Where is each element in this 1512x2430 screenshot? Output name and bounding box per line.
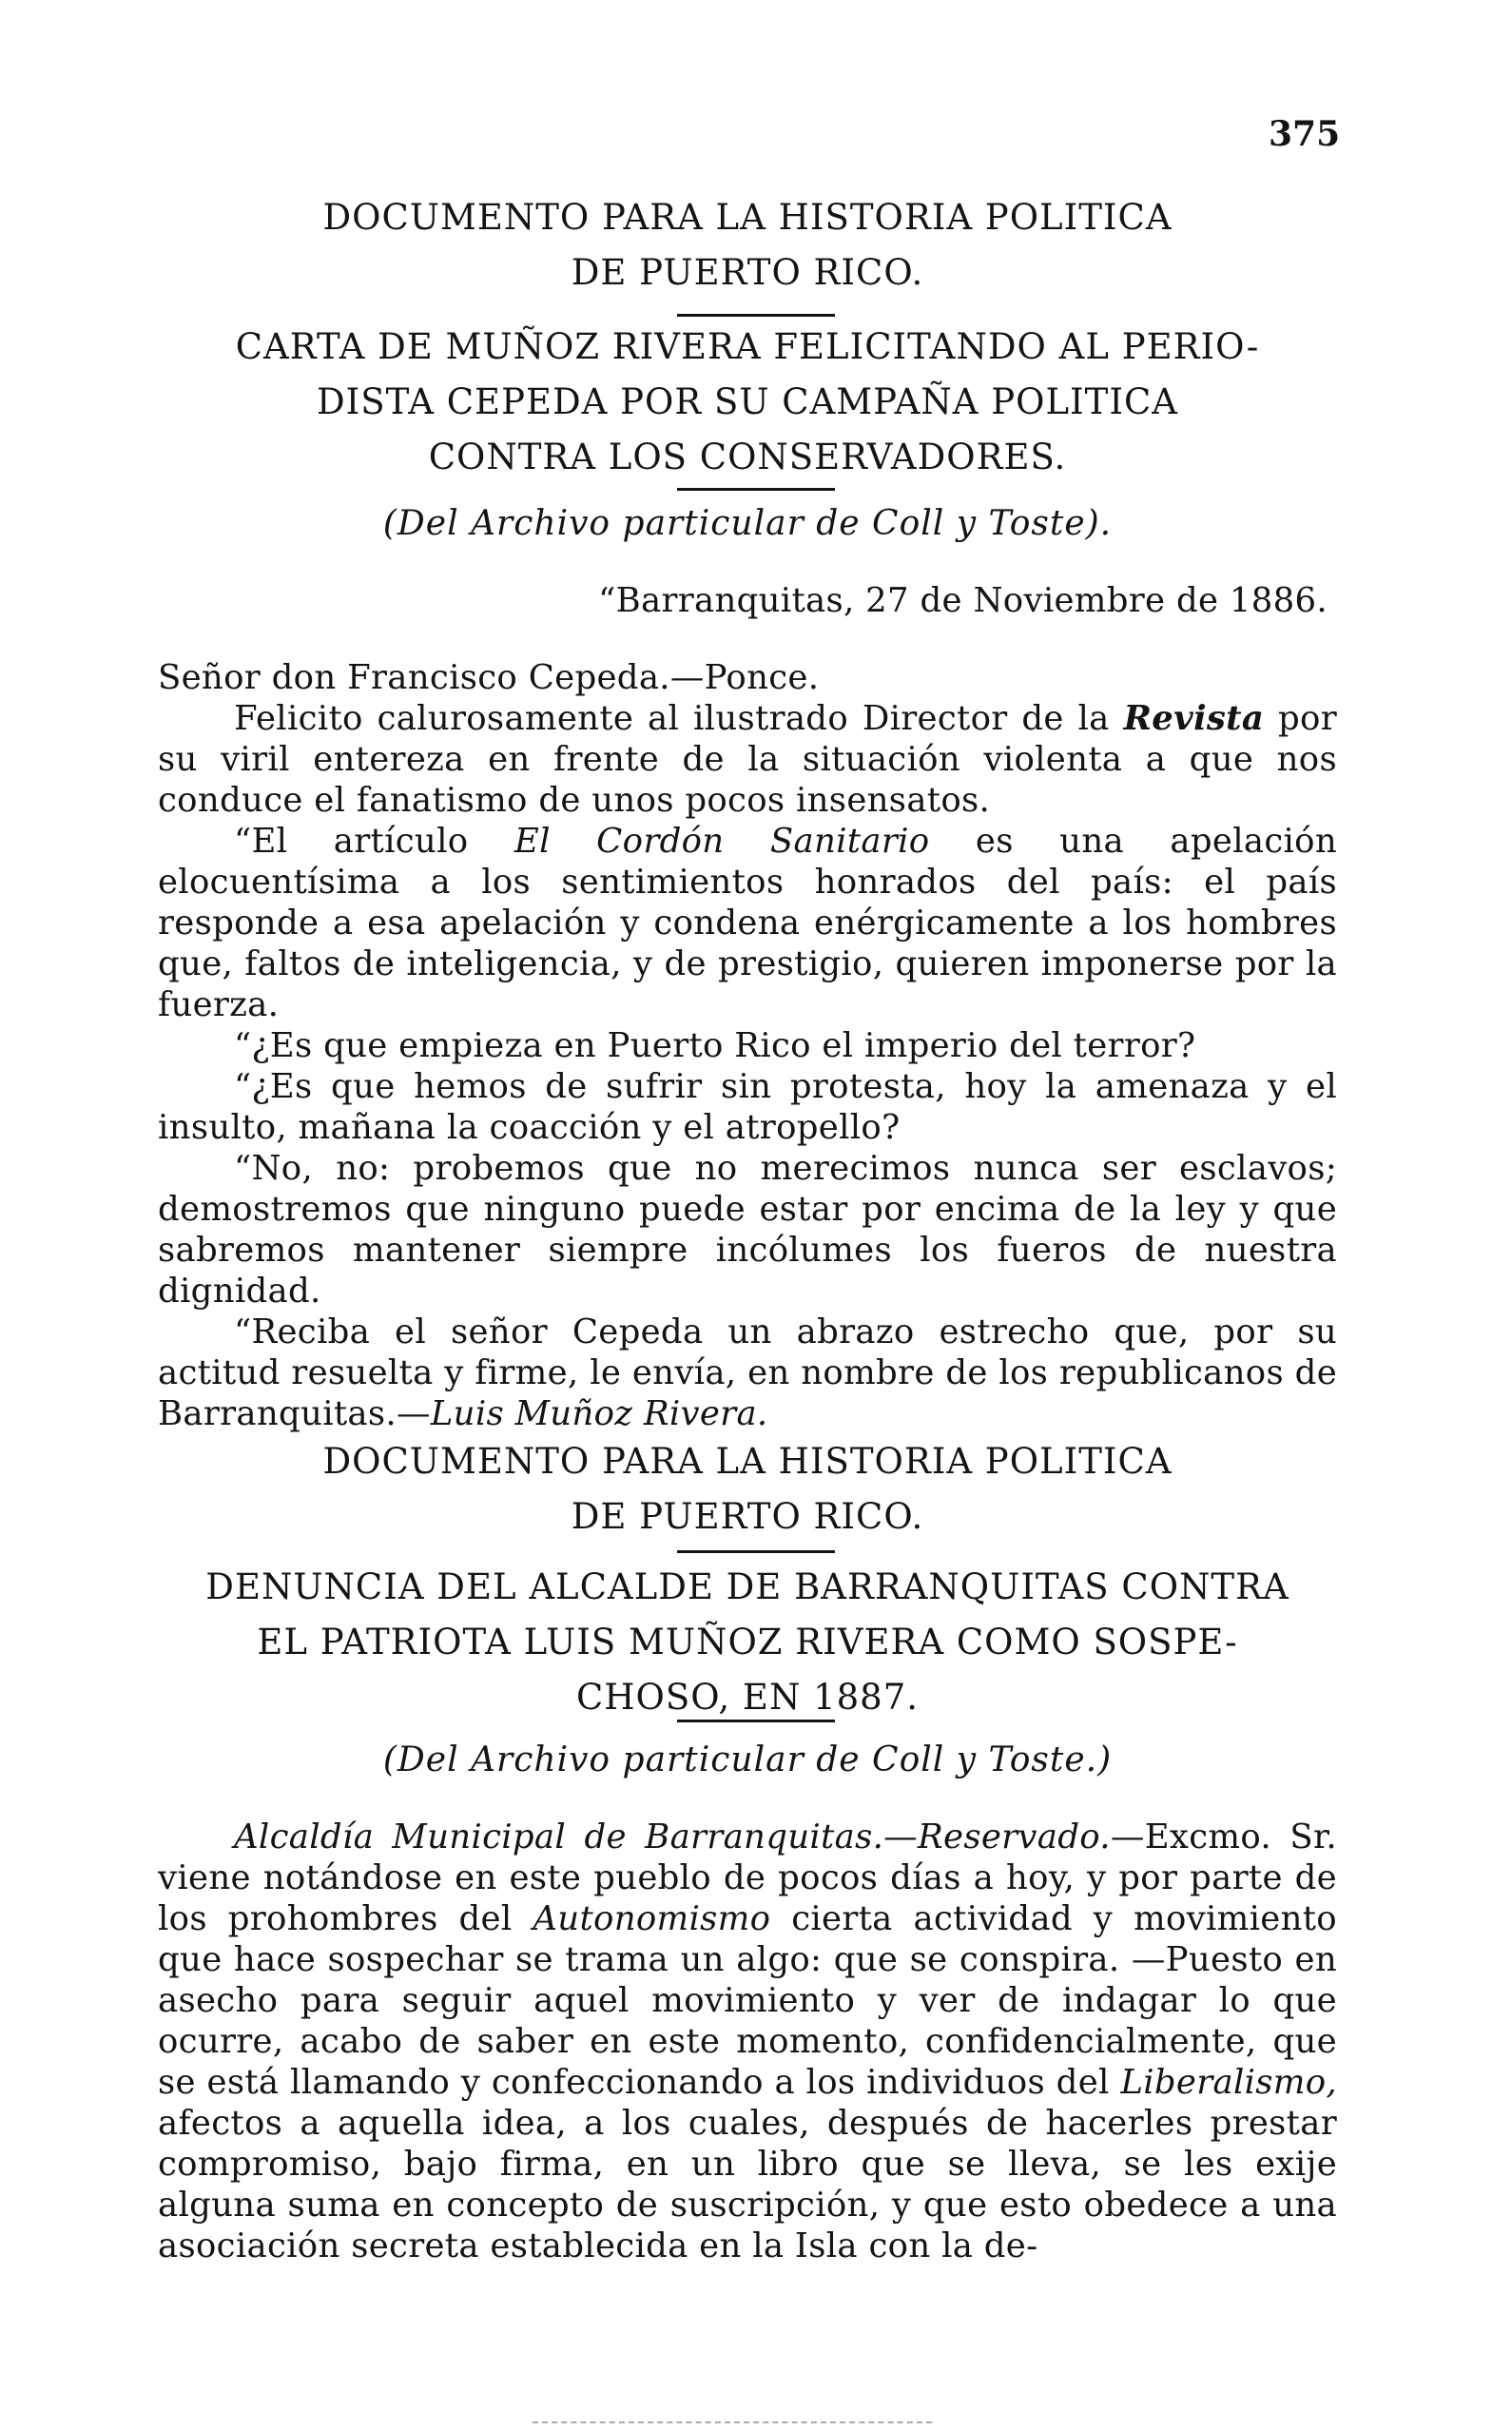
- section2-title: DOCUMENTO PARA LA HISTORIA POLITICA DE PUERTO RICO.: [322, 1441, 1173, 1537]
- section1-heading: [158, 190, 1337, 301]
- section1-title: DOCUMENTO PARA LA HISTORIA POLITICA DE PUERTO RICO.: [322, 197, 1173, 293]
- section2-letter: [158, 1817, 1337, 2266]
- divider: [677, 1720, 835, 1722]
- bottom-edge-mark: [533, 2421, 932, 2423]
- page-number: 375: [1269, 114, 1341, 154]
- section1-source: (Del Archivo particular de Coll y Toste).: [382, 504, 1113, 543]
- divider: [677, 314, 835, 317]
- section1-letter: [158, 580, 1337, 1434]
- letter-paragraph: Alcaldía Municipal de Barranquitas.—Reservado.—Excmo. Sr. viene notándose en este pueblo de pocos días a hoy, y por parte de los prohombres del Autonomismo cierta actividad y movimiento que hace sospechar se trama un algo: que se conspira. —Puesto en asecho para seguir aquel movimiento y ver de indagar lo que ocurre, acabo de saber en este momento, confidencialmente, que se está llamando y confeccionando a los individuos del Liberalismo, afectos a aquella idea, a los cuales, después de hacerles prestar compromiso, bajo firma, en un libro que se lleva, se les exije alguna suma en concepto de suscripción, y que esto obedece a una asociación secreta establecida en la Isla con la de-: [158, 1818, 1337, 2265]
- letter-paragraph: “Reciba el señor Cepeda un abrazo estrecho que, por su actitud resuelta y firme, le envía, en nombre de los republicanos de Barranquitas.—Luis Muñoz Rivera.: [158, 1312, 1337, 1433]
- letter-addressee: Señor don Francisco Cepeda.—Ponce.: [158, 658, 820, 697]
- section2-source: (Del Archivo particular de Coll y Toste.): [382, 1740, 1113, 1779]
- divider: [677, 1550, 835, 1553]
- section1-subtitle: CARTA DE MUÑOZ RIVERA FELICITANDO AL PERIO- DISTA CEPEDA POR SU CAMPAÑA POLITICA CONTRA LOS CONSERVADORES.: [235, 326, 1260, 477]
- letter-paragraph: “El artículo El Cordón Sanitario es una apelación elocuentísima a los sentimientos honrados del país: el país responde a esa apelación y condena enérgicamente a los hombres que, faltos de inteligencia, y de prestigio, quieren imponerse por la fuerza.: [158, 822, 1337, 1024]
- section2-subtitle: DENUNCIA DEL ALCALDE DE BARRANQUITAS CONTRA EL PATRIOTA LUIS MUÑOZ RIVERA COMO SOSPE- CHOSO, EN 1887.: [205, 1566, 1289, 1718]
- section2-heading: [158, 1434, 1337, 1545]
- letter-paragraph: “¿Es que hemos de sufrir sin protesta, hoy la amenaza y el insulto, mañana la coacción y el atropello?: [158, 1067, 1337, 1147]
- letter-paragraph: “¿Es que empieza en Puerto Rico el imperio del terror?: [234, 1026, 1196, 1065]
- section2-subheading: [158, 1560, 1337, 1725]
- letter-paragraph: “No, no: probemos que no merecimos nunca ser esclavos; demostremos que ninguno puede estar por encima de la ley y que sabremos mantener siempre incólumes los fueros de nuestra dignidad.: [158, 1149, 1337, 1311]
- letter-paragraph: Felicito calurosamente al ilustrado Director de la Revista por su viril entereza en frente de la situación violenta a que nos conduce el fanatismo de unos pocos insensatos.: [158, 699, 1337, 820]
- letter-date: “Barranquitas, 27 de Noviembre de 1886.: [598, 581, 1328, 620]
- section1-subheading: [158, 320, 1337, 485]
- divider: [677, 488, 835, 491]
